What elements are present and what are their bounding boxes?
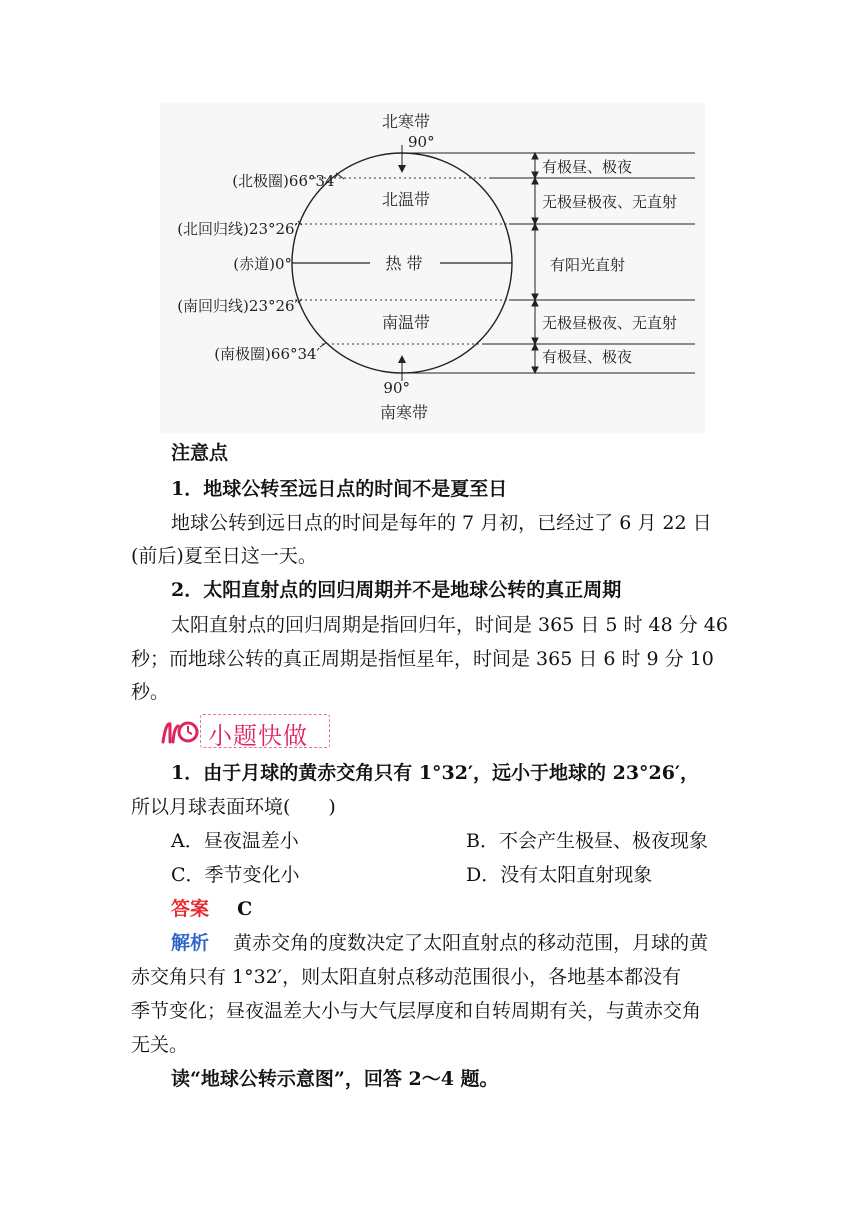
right-label-2: 无极昼极夜、无直射 — [542, 193, 678, 211]
answer-value: C — [237, 898, 253, 920]
top-degree-label: 90° — [408, 133, 435, 151]
note-1-body-line2: (前后)夏至日这一天。 — [131, 545, 317, 567]
answer-label: 答案 — [171, 898, 210, 920]
analysis-line2: 赤交角只有 1°32′，则太阳直射点移动范围很小，各地基本都没有 — [131, 966, 682, 988]
bottom-degree-label: 90° — [383, 379, 410, 397]
top-zone-label: 北寒带 — [381, 112, 431, 131]
option-d: D．没有太阳直射现象 — [466, 864, 653, 886]
option-a: A．昼夜温差小 — [171, 830, 299, 852]
clock-pen-icon — [160, 712, 200, 750]
zone-south-temperate: 南温带 — [381, 313, 431, 332]
range-arrows — [532, 153, 538, 373]
zone-tropical: 热 带 — [385, 254, 423, 273]
note-2-body-line3: 秒。 — [131, 681, 170, 703]
question-stem-line2: 所以月球表面环境( ) — [131, 796, 336, 818]
banner-title: 小题快做 — [208, 722, 308, 750]
analysis-line1-row — [171, 928, 729, 958]
note-2-body-line1: 太阳直射点的回归周期是指回归年，时间是 365 日 5 时 48 分 46 — [171, 614, 728, 636]
answer-row — [171, 894, 771, 924]
option-b: B．不会产生极昼、极夜现象 — [466, 830, 708, 852]
lat-label-arctic: (北极圈)66°34′ — [232, 172, 338, 190]
north-pole-arrow — [398, 165, 406, 173]
question-stem-line1: 1．由于月球的黄赤交角只有 1°32′，远小于地球的 23°26′， — [171, 762, 700, 784]
next-question-intro: 读“地球公转示意图”，回答 2～4 题。 — [171, 1068, 499, 1090]
right-label-4: 无极昼极夜、无直射 — [542, 314, 678, 332]
zones-svg — [160, 103, 705, 433]
analysis-line1: 黄赤交角的度数决定了太阳直射点的移动范围，月球的黄 — [233, 932, 709, 954]
note-2-body-line2: 秒；而地球公转的真正周期是指恒星年，时间是 365 日 6 时 9 分 10 — [131, 648, 714, 670]
lat-label-cancer: (北回归线)23°26′ — [177, 220, 298, 238]
lat-label-capricorn: (南回归线)23°26′ — [177, 297, 298, 315]
analysis-line4: 无关。 — [131, 1034, 189, 1056]
bottom-zone-label: 南寒带 — [379, 403, 429, 422]
quick-practice-banner — [160, 712, 332, 750]
lat-label-antarctic: (南极圈)66°34′ — [214, 345, 320, 363]
south-pole-arrow — [398, 355, 406, 363]
lat-label-equator: (赤道)0° — [233, 255, 292, 273]
option-c: C．季节变化小 — [171, 864, 300, 886]
note-1-body-line1: 地球公转到远日点的时间是每年的 7 月初，已经过了 6 月 22 日 — [171, 512, 712, 534]
temperature-zones-diagram — [160, 103, 705, 433]
analysis-label: 解析 — [171, 932, 210, 954]
note-2-title: 2．太阳直射点的回归周期并不是地球公转的真正周期 — [171, 579, 622, 601]
right-label-1: 有极昼、极夜 — [542, 158, 633, 176]
notes-heading: 注意点 — [171, 442, 229, 464]
zone-north-temperate: 北温带 — [381, 190, 431, 209]
right-label-5: 有极昼、极夜 — [542, 348, 633, 366]
note-1-title: 1．地球公转至远日点的时间不是夏至日 — [171, 478, 508, 500]
right-label-3: 有阳光直射 — [550, 256, 626, 274]
analysis-line3: 季节变化；昼夜温差大小与大气层厚度和自转周期有关，与黄赤交角 — [131, 1000, 702, 1022]
